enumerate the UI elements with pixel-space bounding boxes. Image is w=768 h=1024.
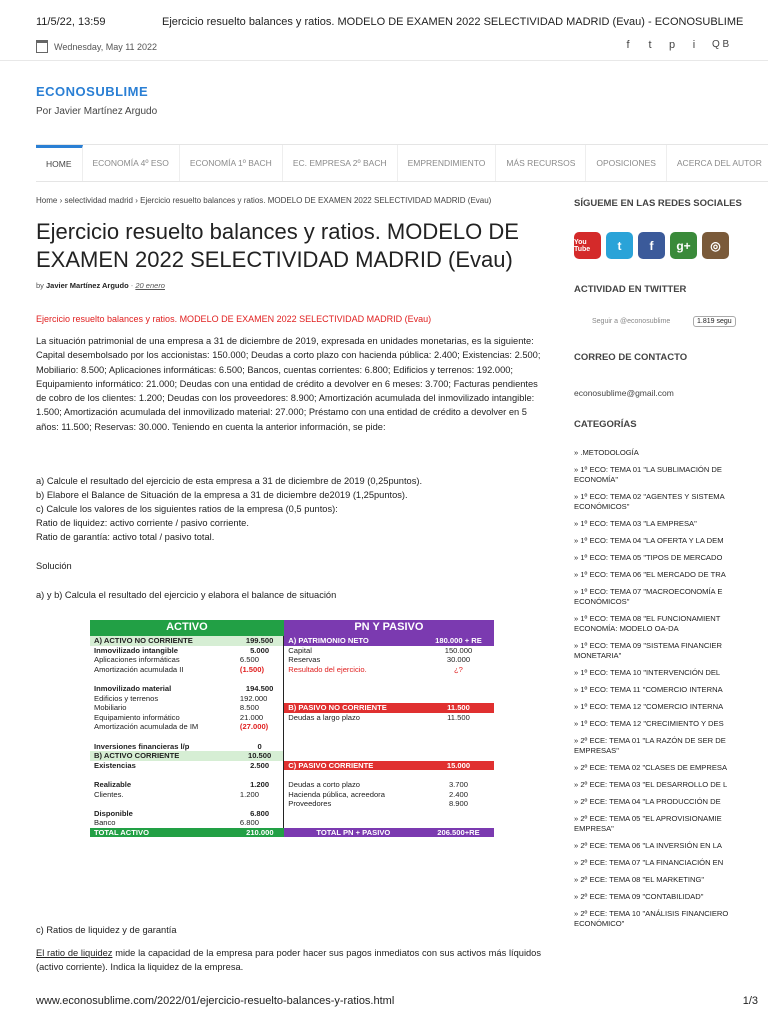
category-item[interactable]: » 1º ECO: TEMA 08 "EL FUNCIONAMIENT: [574, 614, 721, 623]
ac-label: B) ACTIVO CORRIENTE: [90, 751, 236, 761]
category-item[interactable]: » 1º ECO: TEMA 10 "INTERVENCIÓN DEL: [574, 668, 721, 677]
category-item[interactable]: » 1º ECO: TEMA 07 "MACROECONOMÍA E: [574, 587, 723, 596]
nav-item-mas-recursos[interactable]: MÁS RECURSOS: [496, 145, 586, 181]
equipamiento-value: 21.000: [239, 712, 264, 722]
realizable-label: Realizable: [94, 779, 132, 789]
category-item[interactable]: » 2º ECE: TEMA 08 "EL MARKETING": [574, 875, 705, 884]
nav-item-ec-empresa[interactable]: EC. EMPRESA 2º BACH: [283, 145, 398, 181]
aplicaciones-value: 6.500: [239, 655, 259, 665]
nav-item-economia-4eso[interactable]: ECONOMÍA 4º ESO: [83, 145, 180, 181]
equipamiento-label: Equipamiento informático: [94, 712, 180, 722]
pinterest-icon[interactable]: p: [668, 39, 676, 51]
pn-label: A) PATRIMONIO NETO: [284, 636, 423, 646]
clientes-value: 1.200: [239, 789, 259, 799]
total-pn-value: 206.500+RE: [423, 828, 494, 838]
twitter-follower-count: 1.819 segu: [693, 316, 736, 327]
post-intro: La situación patrimonial de una empresa a 31 de diciembre de 2019, expresada en unidades monetarias, es la siguiente: Capital desembolsado por los accionistas: 150.000; Deudas a corto plazo con hacienda pública: 2.400; Existencias: 2.500; Mobiliario: 8.500; Aplicaciones informáticas: 6.500; Bancos, cuentas corrientes: 6.800; Edificios y terrenos: 192.000; Equipamiento informático: 21.000; Deudas con una entidad de crédito a devolver en 6 meses: 3.700; Facturas pendientes de cobro de los clientes: 1.200; Deudas con los proveedores: 8.900; Amortización acumulada del inmovilizado intangible: 1.500; Amortización acumulada del inmovilizado material: 27.000; Préstamo con una entidad de crédito a devolver en 5 años: 11.500; Reservas: 30.000. Teniendo en cuenta la anterior información, se pide:: [36, 336, 541, 432]
category-item[interactable]: EMPRESAS": [574, 746, 619, 755]
c-heading: c) Ratios de liquidez y de garantía: [36, 925, 177, 935]
category-item[interactable]: » 1º ECO: TEMA 02 "AGENTES Y SISTEMA: [574, 492, 725, 501]
post-red-title: Ejercicio resuelto balances y ratios. MODELO DE EXAMEN 2022 SELECTIVIDAD MADRID (Evau): [36, 314, 432, 324]
site-logo[interactable]: ECONOSUBLIME: [36, 84, 149, 99]
question-c: c) Calcule los valores de los siguientes ratios de la empresa (0,5 puntos):: [36, 504, 338, 514]
aplicaciones-label: Aplicaciones informáticas: [94, 655, 180, 665]
category-item[interactable]: » 2º ECE: TEMA 04 "LA PRODUCCIÓN DE: [574, 797, 721, 806]
inv-fin-label: Inversiones financieras l/p: [94, 741, 190, 751]
pnc-value: 11.500: [423, 703, 494, 713]
print-datetime: 11/5/22, 13:59: [36, 16, 106, 28]
ac-value: 10.500: [236, 751, 284, 761]
category-item[interactable]: » 1º ECO: TEMA 01 "LA SUBLIMACIÓN DE: [574, 465, 722, 474]
print-page-number: 1/3: [742, 995, 758, 1007]
top-date-text: Wednesday, May 11 2022: [54, 41, 158, 52]
pnc-label: B) PASIVO NO CORRIENTE: [284, 703, 423, 713]
hacienda-value: 2.400: [448, 789, 468, 799]
google-plus-icon[interactable]: g+: [670, 232, 697, 259]
nav-item-home[interactable]: HOME: [36, 145, 83, 181]
post-author[interactable]: Javier Martínez Argudo: [46, 281, 129, 290]
nav-item-acerca[interactable]: ACERCA DEL AUTOR: [667, 145, 768, 181]
reservas-label: Reservas: [284, 655, 423, 665]
category-item[interactable]: ECONÓMICOS": [574, 597, 630, 606]
post-date: 20 enero: [135, 281, 165, 290]
category-item[interactable]: ECONOMÍA": [574, 475, 619, 484]
twitter-icon[interactable]: t: [648, 39, 652, 51]
facebook-icon[interactable]: f: [638, 232, 665, 259]
twitter-follow-button[interactable]: Seguir a @econosublime: [592, 318, 671, 325]
breadcrumb-home[interactable]: Home: [36, 196, 58, 205]
capital-value: 150.000: [444, 645, 473, 655]
proveedores-value: 8.900: [448, 799, 468, 809]
reservas-value: 30.000: [446, 655, 471, 665]
category-item[interactable]: MONETARIA": [574, 651, 622, 660]
material-value: 194.500: [245, 683, 274, 693]
existencias-value: 2.500: [250, 760, 270, 770]
clientes-label: Clientes.: [94, 789, 124, 799]
calendar-icon: [36, 40, 48, 53]
post-byline: by Javier Martínez Argudo - 20 enero: [36, 281, 165, 290]
total-pn-label: TOTAL PN + PASIVO: [284, 828, 423, 838]
capital-label: Capital: [284, 646, 423, 656]
breadcrumb: [36, 196, 491, 205]
amort-ii-label: Amortización acumulada II: [94, 664, 184, 674]
category-item[interactable]: ECONÓMICOS": [574, 502, 630, 511]
facebook-icon[interactable]: f: [626, 39, 630, 51]
category-item[interactable]: » 1º ECO: TEMA 05 "TIPOS DE MERCADO: [574, 553, 723, 562]
deudas-lp-value: 11.500: [447, 712, 470, 722]
top-social-links: [622, 39, 700, 51]
site-tagline: Por Javier Martínez Argudo: [36, 106, 158, 117]
ab-heading: a) y b) Calcula el resultado del ejercicio y elabora el balance de situación: [36, 590, 337, 600]
post-title: Ejercicio resuelto balances y ratios. MODELO DE EXAMEN 2022 SELECTIVIDAD MADRID (Evau): [36, 219, 519, 272]
social-icons: [574, 232, 729, 259]
category-item[interactable]: » 2º ECE: TEMA 02 "CLASES DE EMPRESA: [574, 763, 728, 772]
deudas-cp-label: Deudas a corto plazo: [284, 780, 423, 790]
disponible-value: 6.800: [250, 808, 270, 818]
category-item[interactable]: » 1º ECO: TEMA 06 "EL MERCADO DE TRA: [574, 570, 726, 579]
material-label: Inmovilizado material: [94, 683, 172, 693]
existencias-label: Existencias: [94, 760, 136, 770]
social-heading: SÍGUEME EN LAS REDES SOCIALES: [574, 198, 742, 209]
contact-email[interactable]: econosublime@gmail.com: [574, 388, 674, 398]
instagram-icon[interactable]: ◎: [702, 232, 729, 259]
breadcrumb-separator: ›: [135, 196, 138, 205]
category-item[interactable]: EMPRESA": [574, 824, 614, 833]
total-activo-value: 210.000: [236, 828, 284, 838]
search-icon[interactable]: Q B: [712, 39, 730, 50]
category-item[interactable]: » 2º ECE: TEMA 01 "LA RAZÓN DE SER DE: [574, 736, 726, 745]
breadcrumb-category[interactable]: selectividad madrid: [64, 196, 133, 205]
edificios-label: Edificios y terrenos: [94, 693, 159, 703]
liquidez-text: mide la capacidad de la empresa para poder hacer sus pagos inmediatos con sus activos más líquidos (activo corriente). Indica la liquidez de la empresa.: [36, 948, 542, 973]
inv-fin-value: 0: [257, 741, 262, 751]
breadcrumb-separator: ›: [59, 196, 63, 205]
banco-label: Banco: [94, 818, 116, 828]
anc-value: 199.500: [236, 636, 284, 646]
question-a: a) Calcule el resultado del ejercicio de esta empresa a 31 de diciembre de 2019 (0,25puntos).: [36, 476, 423, 486]
liquidez-paragraph: [36, 946, 541, 975]
pc-value: 15.000: [423, 761, 494, 771]
balance-sheet-table: [90, 620, 494, 892]
breadcrumb-current: Ejercicio resuelto balances y ratios. MODELO DE EXAMEN 2022 SELECTIVIDAD MADRID (Evau): [140, 196, 492, 205]
category-item[interactable]: » 2º ECE: TEMA 06 "LA INVERSIÓN EN LA: [574, 841, 722, 850]
nav-item-oposiciones[interactable]: OPOSICIONES: [586, 145, 667, 181]
category-item[interactable]: » 2º ECE: TEMA 07 "LA FINANCIACIÓN EN: [574, 858, 724, 867]
question-b: b) Elabore el Balance de Situación de la empresa a 31 de diciembre de2019 (1,25puntos).: [36, 490, 408, 500]
proveedores-label: Proveedores: [284, 799, 423, 809]
category-item[interactable]: » 1º ECO: TEMA 03 "LA EMPRESA": [574, 519, 697, 528]
category-item[interactable]: » 2º ECE: TEMA 05 "EL APROVISIONAMIE: [574, 814, 722, 823]
ratio-liquidez-def: Ratio de liquidez: activo corriente / pasivo corriente.: [36, 518, 249, 528]
category-item[interactable]: » 1º ECO: TEMA 09 "SISTEMA FINANCIER: [574, 641, 722, 650]
deudas-lp-label: Deudas a largo plazo: [284, 713, 423, 723]
pn-value: 180.000 + RE: [423, 636, 494, 646]
contact-heading: CORREO DE CONTACTO: [574, 352, 688, 363]
category-item[interactable]: » 1º ECO: TEMA 11 "COMERCIO INTERNA: [574, 685, 723, 694]
category-item[interactable]: » 2º ECE: TEMA 10 "ANÁLISIS FINANCIERO: [574, 909, 729, 918]
activo-header: ACTIVO: [90, 620, 284, 636]
category-item[interactable]: » 1º ECO: TEMA 04 "LA OFERTA Y LA DEM: [574, 536, 724, 545]
edificios-value: 192.000: [239, 693, 268, 703]
solucion-heading: Solución: [36, 561, 72, 571]
twitter-icon[interactable]: t: [606, 232, 633, 259]
category-item[interactable]: » .METODOLOGÍA: [574, 448, 639, 457]
youtube-icon[interactable]: You Tube: [574, 232, 601, 259]
deudas-cp-value: 3.700: [448, 779, 468, 789]
nav-item-economia-1bach[interactable]: ECONOMÍA 1º BACH: [180, 145, 283, 181]
intangible-label: Inmovilizado intangible: [94, 645, 178, 655]
banco-value: 6.800: [239, 818, 259, 828]
main-nav: [36, 144, 768, 182]
category-item[interactable]: » 2º ECE: TEMA 03 "EL DESARROLLO DE L: [574, 780, 728, 789]
category-item[interactable]: » 1º ECO: TEMA 12 "COMERCIO INTERNA: [574, 702, 724, 711]
category-item[interactable]: ECONOMÍA: MODELO OA-DA: [574, 624, 679, 633]
resultado-label: Resultado del ejercicio.: [284, 665, 423, 675]
hacienda-label: Hacienda pública, acreedora: [284, 790, 423, 800]
amort-im-value: (27.000): [239, 722, 269, 732]
disponible-label: Disponible: [94, 808, 133, 818]
top-date: [36, 40, 157, 53]
liquidez-link[interactable]: El ratio de liquidez: [36, 948, 113, 958]
mobiliario-value: 8.500: [239, 703, 259, 713]
pc-label: C) PASIVO CORRIENTE: [284, 761, 423, 771]
category-item[interactable]: » 1º ECO: TEMA 12 "CRECIMIENTO Y DES: [574, 719, 724, 728]
anc-label: A) ACTIVO NO CORRIENTE: [90, 636, 236, 646]
ratio-garantia-def: Ratio de garantía: activo total / pasivo total.: [36, 532, 215, 542]
categories-heading: CATEGORÍAS: [574, 419, 637, 430]
mobiliario-label: Mobiliario: [94, 703, 127, 713]
pn-pasivo-header: PN Y PASIVO: [284, 620, 494, 636]
realizable-value: 1.200: [250, 779, 270, 789]
nav-item-emprendimiento[interactable]: EMPRENDIMIENTO: [398, 145, 497, 181]
amort-ii-value: (1.500): [239, 664, 264, 674]
twitter-heading: ACTIVIDAD EN TWITTER: [574, 284, 687, 295]
byline-by: by: [36, 281, 44, 290]
resultado-value: ¿?: [454, 664, 463, 674]
intangible-value: 5.000: [250, 645, 270, 655]
instagram-icon[interactable]: i: [692, 39, 696, 51]
category-item[interactable]: » 2º ECE: TEMA 09 "CONTABILIDAD": [574, 892, 704, 901]
amort-im-label: Amortización acumulada de IM: [94, 722, 199, 732]
print-url: www.econosublime.com/2022/01/ejercicio-resuelto-balances-y-ratios.html: [36, 995, 395, 1007]
category-item[interactable]: ECONÓMICO": [574, 919, 625, 928]
total-activo-label: TOTAL ACTIVO: [90, 828, 236, 838]
print-title: Ejercicio resuelto balances y ratios. MODELO DE EXAMEN 2022 SELECTIVIDAD MADRID (Evau) - ECONOSUBLIME: [162, 16, 744, 28]
